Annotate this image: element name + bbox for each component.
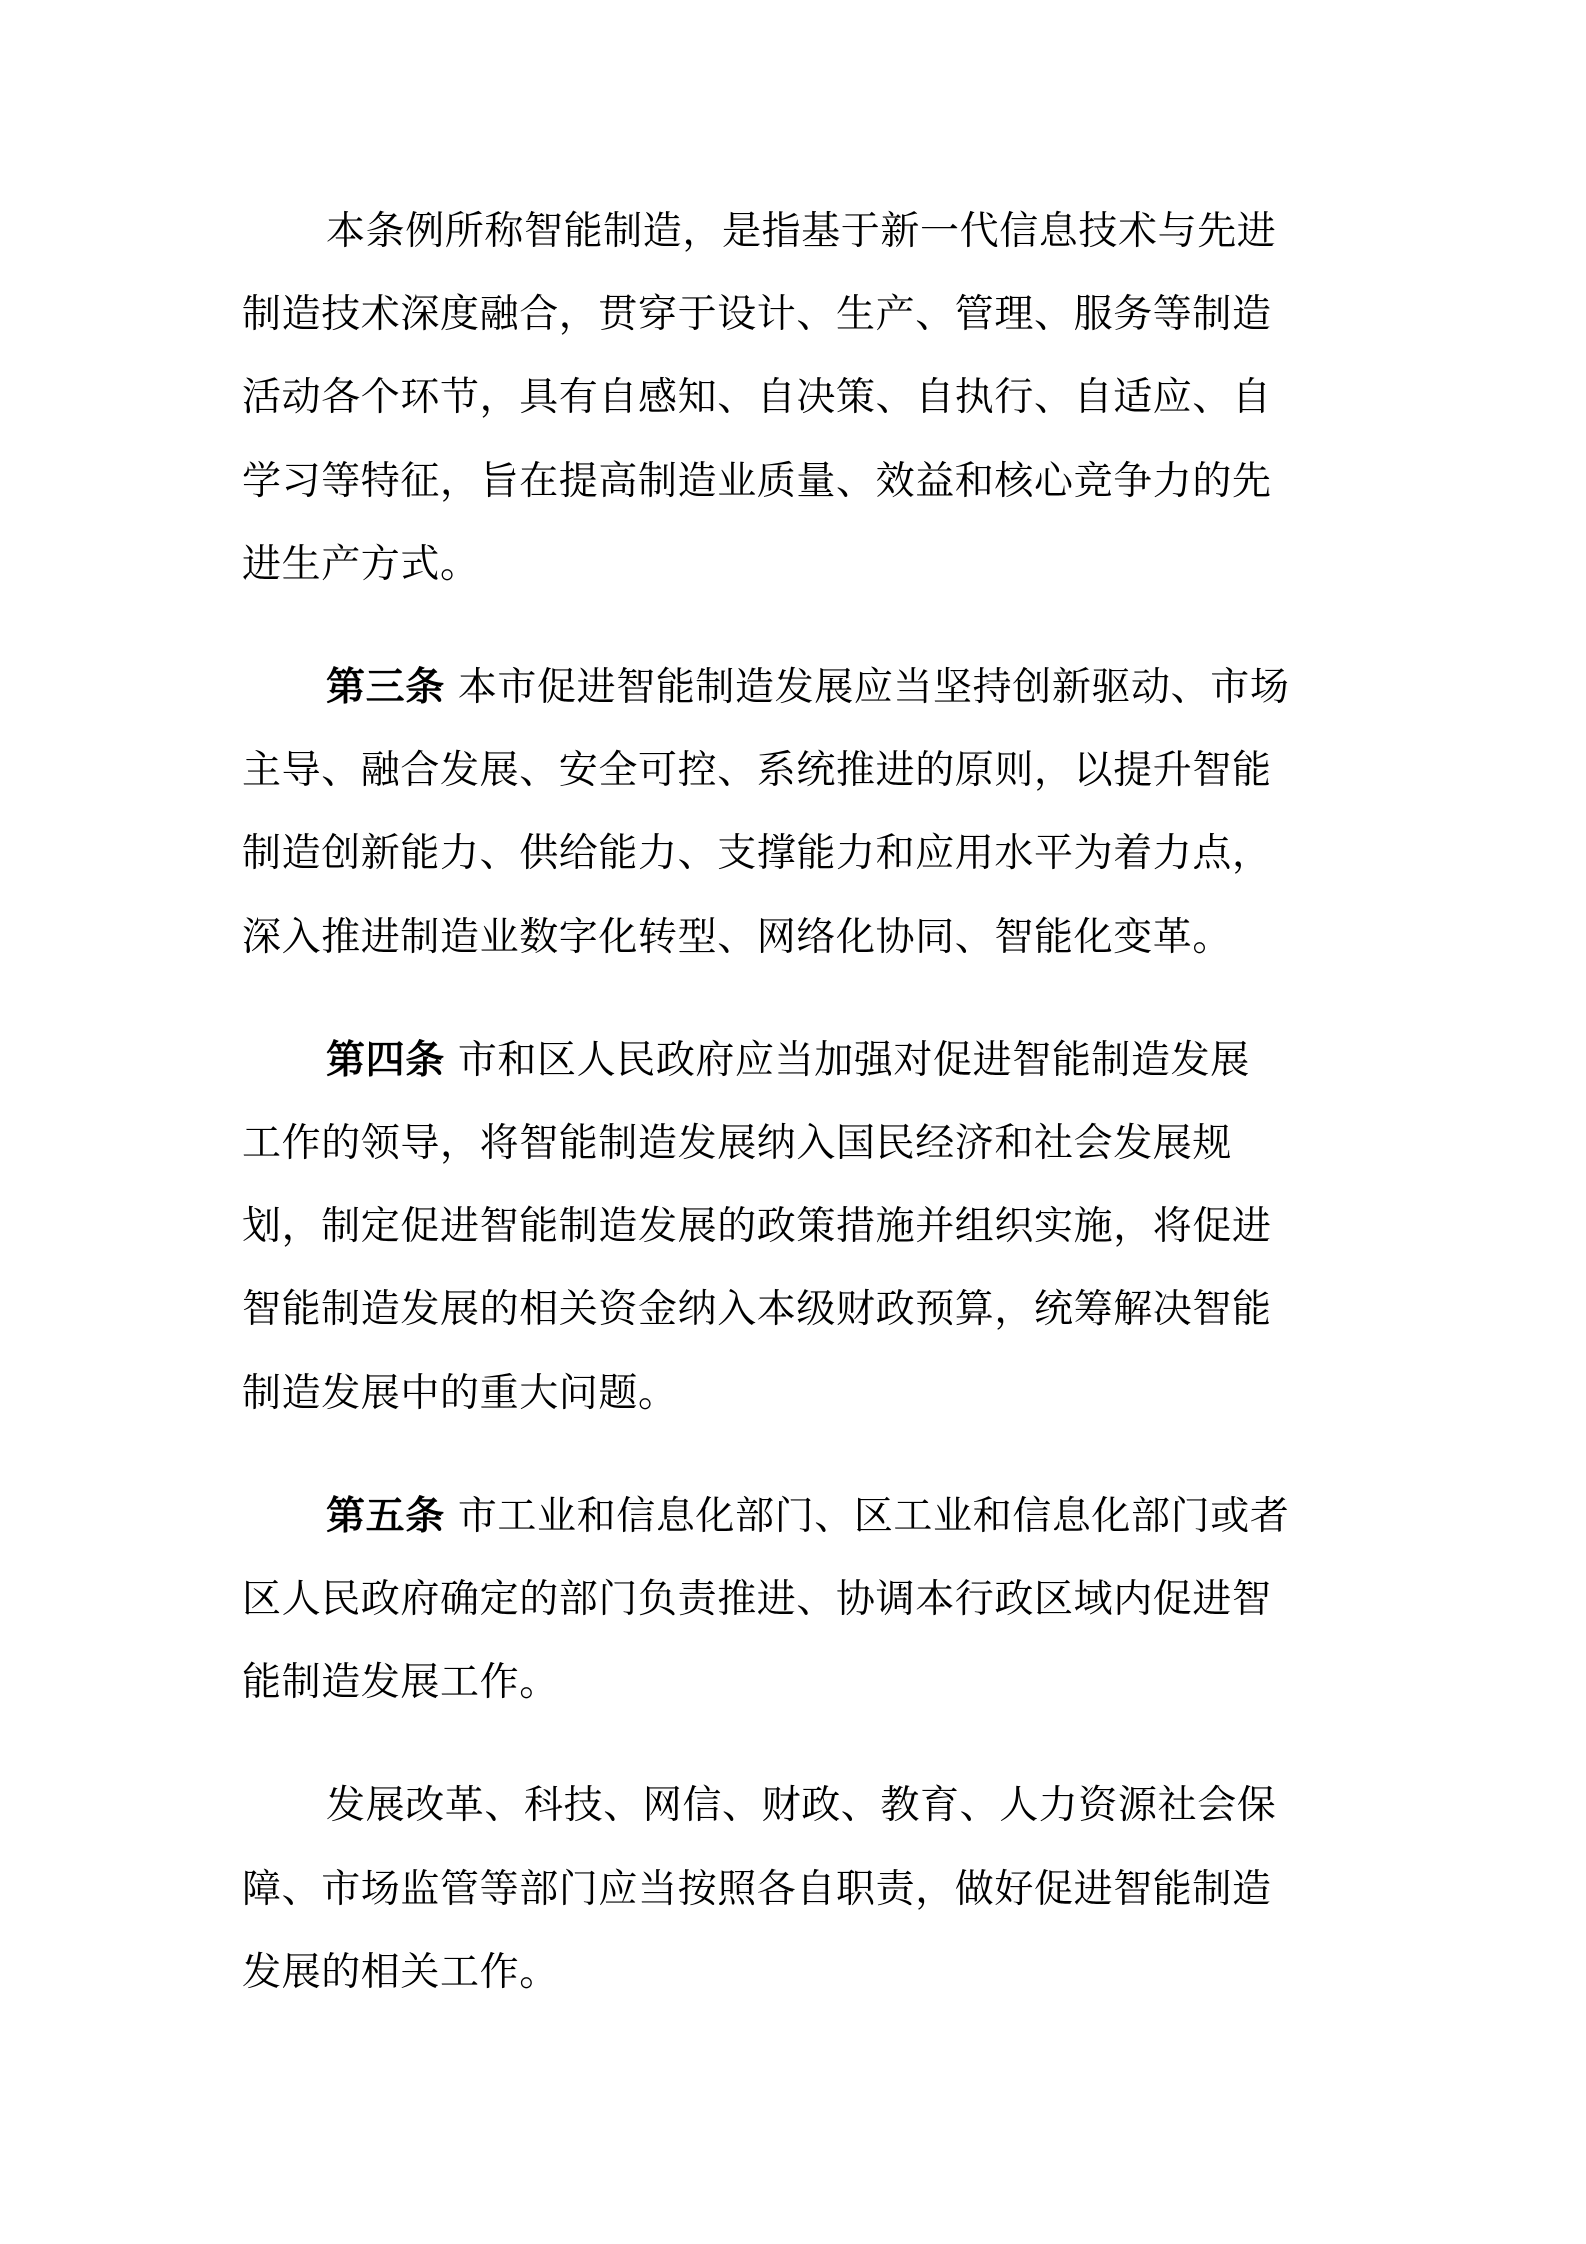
article-number: 第五条 [326, 1493, 445, 1539]
text-line: 制造技术深度融合，贯穿于设计、生产、管理、服务等制造 [242, 292, 1272, 338]
text-line: 区人民政府确定的部门负责推进、协调本行政区域内促进智 [242, 1577, 1272, 1623]
article-number: 第三条 [326, 665, 445, 711]
text-line: 智能制造发展的相关资金纳入本级财政预算，统筹解决智能 [242, 1287, 1272, 1333]
text-line: 本条例所称智能制造，是指基于新一代信息技术与先进 [326, 209, 1277, 254]
text-fragment: 市和区人民政府应当加强对促进智能制造发展 [457, 1037, 1250, 1083]
text-line: 发展改革、科技、网信、财政、教育、人力资源社会保 [326, 1783, 1277, 1829]
text-line: 能制造发展工作。 [242, 1660, 559, 1706]
text-line: 主导、融合发展、安全可控、系统推进的原则，以提升智能 [242, 748, 1272, 794]
text-line: 深入推进制造业数字化转型、网络化协同、智能化变革。 [242, 914, 1233, 960]
paragraph-article-5-clause-2 [242, 1764, 1352, 2014]
paragraph-article-4 [242, 1019, 1352, 1435]
text-line: 活动各个环节，具有自感知、自决策、自执行、自适应、自 [242, 375, 1272, 421]
text-line [242, 1019, 1352, 1102]
text-line: 制造创新能力、供给能力、支撑能力和应用水平为着力点， [242, 831, 1272, 877]
text-fragment: 市工业和信息化部门、区工业和信息化部门或者 [457, 1493, 1290, 1539]
text-line: 学习等特征，旨在提高制造业质量、效益和核心竞争力的先 [242, 458, 1272, 504]
text-line: 进生产方式。 [242, 541, 480, 587]
text-line [242, 646, 1352, 729]
paragraph-article-3 [242, 646, 1352, 979]
text-line: 工作的领导，将智能制造发展纳入国民经济和社会发展规 [242, 1121, 1233, 1167]
article-number: 第四条 [326, 1037, 445, 1083]
text-line: 划，制定促进智能制造发展的政策措施并组织实施，将促进 [242, 1204, 1272, 1250]
text-line [242, 1475, 1352, 1558]
text-line: 制造发展中的重大问题。 [242, 1370, 678, 1416]
text-line: 发展的相关工作。 [242, 1949, 559, 1995]
paragraph-article-5 [242, 1475, 1352, 1725]
document-page [242, 190, 1352, 2054]
paragraph-definition [242, 190, 1352, 606]
text-fragment: 本市促进智能制造发展应当坚持创新驱动、市场 [457, 665, 1290, 711]
text-line: 障、市场监管等部门应当按照各自职责，做好促进智能制造 [242, 1866, 1272, 1912]
